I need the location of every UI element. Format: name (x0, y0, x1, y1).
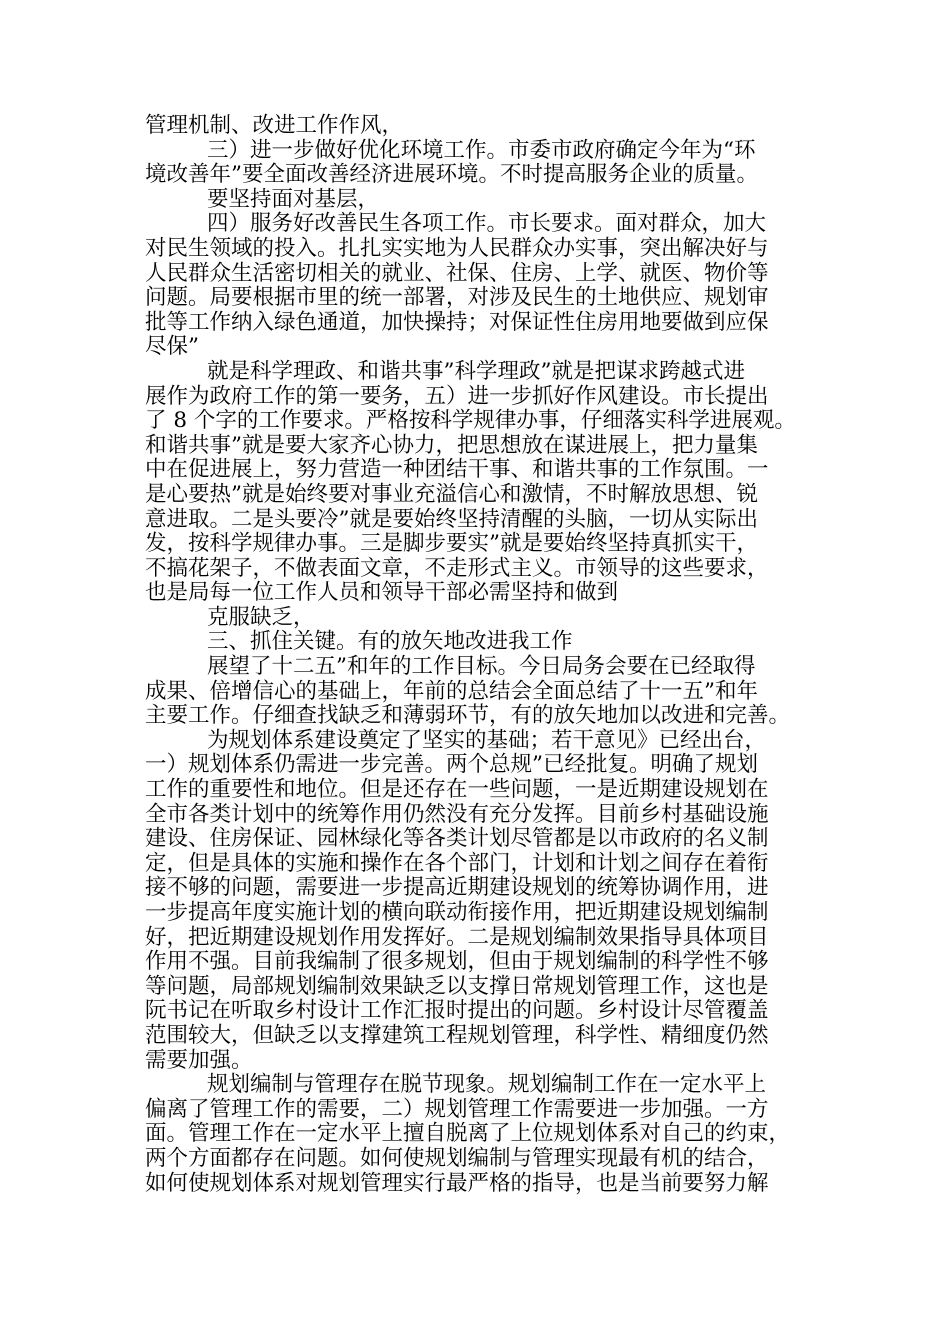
text-line: 范围较大，但缺乏以支撑建筑工程规划管理，科学性、精细度仍然 (145, 1022, 769, 1048)
text-line: 三、抓住关键。有的放矢地改进我工作 (207, 629, 573, 655)
document-body (145, 114, 835, 1196)
text-line: 主要工作。仔细查找缺乏和薄弱环节，有的放矢地加以改进和完善。 (145, 703, 791, 729)
text-line: 发，按科学规律办事。三是脚步要实”就是要始终坚持真抓实干， (145, 531, 758, 557)
text-line: 克服缺乏， (207, 604, 315, 630)
text-line: 不搞花架子，不做表面文章，不走形式主义。市领导的这些要求， (145, 555, 769, 581)
text-line: 一）规划体系仍需进一步完善。两个总规”已经批复。明确了规划 (145, 752, 758, 778)
text-line: 如何使规划体系对规划管理实行最严格的指导，也是当前要努力解 (145, 1170, 769, 1196)
text-line: 建设、住房保证、园林绿化等各类计划尽管都是以市政府的名义制 (145, 826, 769, 852)
text-line: 为规划体系建设奠定了坚实的基础；若干意见》已经出台， (207, 727, 767, 753)
text-line: 四）服务好改善民生各项工作。市长要求。面对群众，加大 (207, 211, 767, 237)
text-line: 是心要热”就是始终要对事业充溢信心和激情，不时解放思想、锐 (145, 481, 758, 507)
text-line: 偏离了管理工作的需要，二）规划管理工作需要进一步加强。一方 (145, 1096, 769, 1122)
text-line: 三）进一步做好优化环境工作。市委市政府确定今年为“环 (207, 137, 756, 163)
text-line: 意进取。二是头要冷”就是要始终坚持清醒的头脑，一切从实际出 (145, 506, 758, 532)
text-line: 尽保” (145, 334, 199, 360)
text-line: 展望了十二五”和年的工作目标。今日局务会要在已经取得 (207, 654, 756, 680)
text-line: 工作的重要性和地位。但是还存在一些问题，一是近期建设规划在 (145, 777, 769, 803)
text-line: 也是局每一位工作人员和领导干部必需坚持和做到 (145, 580, 619, 606)
text-line: 管理机制、改进工作作风， (145, 113, 404, 138)
text-line: 展作为政府工作的第一要务，五）进一步抓好作风建设。市长提出 (145, 383, 769, 409)
text-line: 接不够的问题，需要进一步提高近期建设规划的统筹协调作用，进 (145, 875, 769, 901)
text-line: 定，但是具体的实施和操作在各个部门，计划和计划之间存在着衔 (145, 850, 769, 876)
text-line: 要坚持面对基层， (207, 186, 380, 212)
text-line: 中在促进展上，努力营造一种团结干事、和谐共事的工作氛围。一 (145, 457, 769, 483)
text-line: 两个方面都存在问题。如何使规划编制与管理实现最有机的结合， (145, 1145, 769, 1171)
text-line: 规划编制与管理存在脱节现象。规划编制工作在一定水平上 (207, 1072, 767, 1098)
text-line: 等问题，局部规划编制效果缺乏以支撑日常规划管理工作，这也是 (145, 973, 769, 999)
text-line: 需要加强。 (145, 1047, 253, 1073)
text-line: 对民生领域的投入。扎扎实实地为人民群众办实事，突出解决好与 (145, 235, 769, 261)
text-line: 作用不强。目前我编制了很多规划，但由于规划编制的科学性不够 (145, 949, 769, 975)
text-line: 一步提高年度实施计划的横向联动衔接作用，把近期建设规划编制 (145, 900, 769, 925)
text-line: 问题。局要根据市里的统一部署，对涉及民生的土地供应、规划审 (145, 285, 769, 311)
text-line: 全市各类计划中的统筹作用仍然没有充分发挥。目前乡村基础设施 (145, 801, 769, 827)
text-line: 成果、倍增信心的基础上，年前的总结会全面总结了十一五”和年 (145, 678, 758, 704)
text-line: 就是科学理政、和谐共事”科学理政”就是把谋求跨越式进 (207, 358, 745, 384)
text-line: 和谐共事”就是要大家齐心协力，把思想放在谋进展上，把力量集 (145, 432, 758, 458)
text-line: 了 8 个字的工作要求。严格按科学规律办事，仔细落实科学进展观。 (145, 408, 796, 434)
text-line: 境改善年”要全面改善经济进展环境。不时提高服务企业的质量。 (145, 162, 758, 188)
text-line: 人民群众生活密切相关的就业、社保、住房、上学、就医、物价等 (145, 260, 769, 286)
text-line: 好，把近期建设规划作用发挥好。二是规划编制效果指导具体项目 (145, 924, 769, 950)
text-line: 面。管理工作在一定水平上擅自脱离了上位规划体系对自己的约束， (145, 1121, 791, 1147)
text-line: 阮书记在听取乡村设计工作汇报时提出的问题。乡村设计尽管覆盖 (145, 998, 769, 1024)
text-line: 批等工作纳入绿色通道，加快操持；对保证性住房用地要做到应保 (145, 309, 769, 335)
